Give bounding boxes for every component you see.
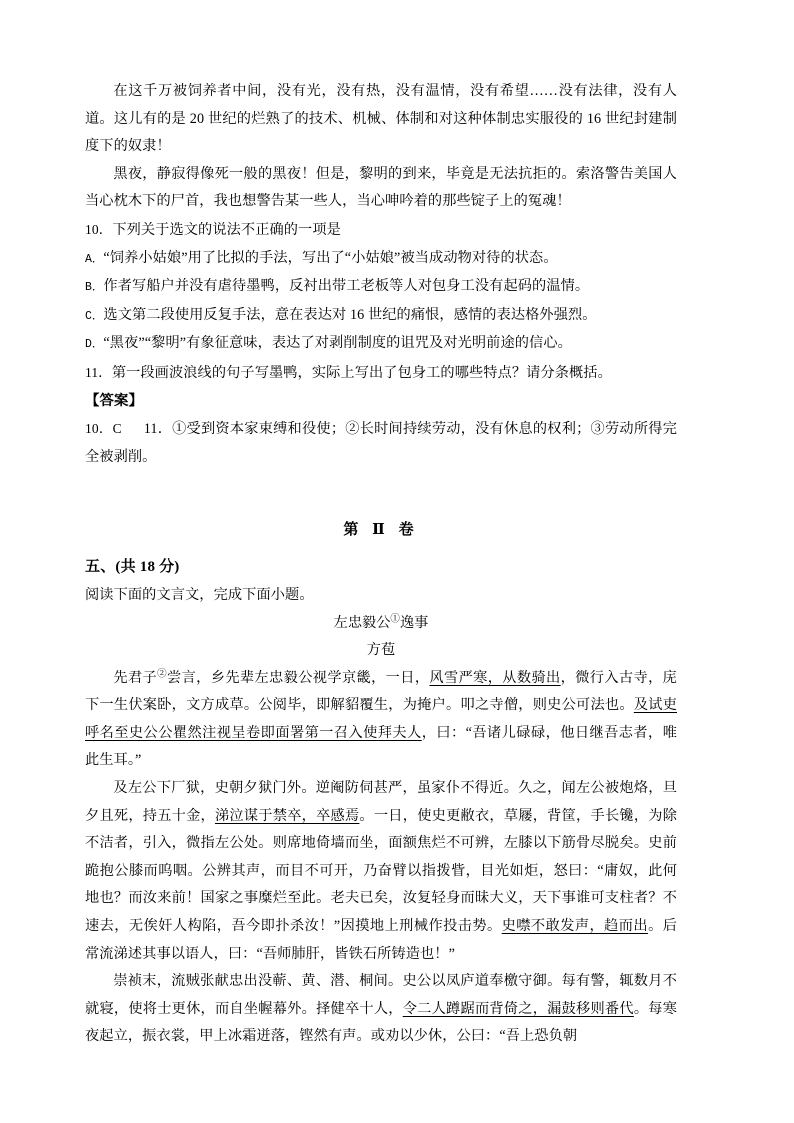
cp1-underline-2: 及试吏呼名至史公公瞿然注视呈卷即面署第一召入使拜夫人: [85, 697, 677, 741]
passage-paragraph-1: 在这千万被饲养者中间，没有光，没有热，没有温情，没有希望……没有法律，没有人道。这儿有的是 20 世纪的烂熟了的技术、机械、体制和对这种体制忠实服役的 16 世纪封建制度下的奴隶！: [85, 83, 677, 155]
page-content: [85, 78, 677, 1051]
cp1-seg4: ，曰：“吾诸儿碌碌，他日继吾志者，唯此生耳。”: [85, 724, 677, 769]
question-11-stem-text: 第一段画波浪线的句子写墨鸭，实际上写出了包身工的哪些特点？请分条概括。: [111, 364, 612, 381]
classical-paragraph-2: [85, 775, 677, 968]
question-10-option-b[interactable]: [85, 273, 677, 302]
volume-2-title: 第 Ⅱ 卷: [343, 522, 419, 539]
cp1-seg2: 尝言，乡先辈左忠毅公视学京畿，一日，: [167, 669, 430, 686]
question-10-stem-text: 下列关于选文的说法不正确的一项是: [112, 221, 341, 238]
cp1-footnote-marker: ②: [157, 668, 168, 679]
classical-title-tail: 逸事: [399, 614, 429, 631]
option-d-text: “黑夜”“黎明”有象征意味，表达了对剥削制度的诅咒及对光明前途的信心。: [103, 335, 572, 352]
answer-body: [85, 415, 677, 471]
classical-paragraph-3: [85, 968, 677, 1051]
cp2-underline-1: 涕泣谋于禁卒，卒感焉: [214, 807, 360, 824]
question-11-stem: [85, 359, 677, 388]
answer-q11: 11．①受到资本家束缚和役使；②长时间持续劳动，没有休息的权利；③劳动所得完全被剥削。: [85, 421, 677, 465]
option-a-text: “饲养小姑娘”用了比拟的手法，写出了“小姑娘”被当成动物对待的状态。: [103, 249, 558, 266]
section-5-heading: 五、(共 18 分): [85, 558, 180, 575]
question-10-option-d[interactable]: [85, 330, 677, 359]
classical-title-footnote-marker: ①: [390, 613, 400, 624]
cp3-seg1: 崇祯末，流贼张献忠出没蕲、黄、潜、桐间。史公以凤庐道奉檄守御。每有警，辄数月不就寝，使将士更休，而自坐幄幕外。择健卒十人，: [85, 973, 677, 1017]
classical-text-title: [85, 610, 677, 638]
option-b-letter: B．: [85, 281, 104, 295]
question-10-stem: [85, 216, 677, 245]
section-5-instruction: 阅读下面的文言文，完成下面小题。: [85, 586, 314, 603]
cp2-seg2: 。一日，使史更敝衣，草屦，背筐，手长镵，为除不洁者，引入，微指左公处。则席地倚墙而坐，面额焦烂不可辨，左膝以下筋骨尽脱矣。史前跪抱公膝而呜咽。公辨其声，而目不可开，乃奋臂以指拨眥，目光如炬，怒曰：“庸奴，此何地也？而汝来前！国家之事糜烂至此。老夫已矣，汝复轻身而昧大义，天下事谁可支柱者？不速去，无俟奸人构陷，吾今即扑杀汝！”因摸地上刑械作投击势。: [85, 807, 677, 935]
cp1-underline-1: 风雪严寒，从数骑出: [429, 669, 561, 686]
option-c-letter: C．: [85, 309, 104, 323]
classical-title-main: 左忠毅公: [333, 614, 391, 631]
cp1-seg1: 先君子: [113, 669, 158, 686]
cp2-underline-2: 史噤不敢发声，趋而出: [501, 918, 649, 935]
option-d-letter: D．: [85, 338, 104, 352]
cp2-seg3: 。后常流涕述其事以语人，曰：“吾师肺肝，皆铁石所铸造也！”: [85, 918, 677, 962]
block-spacer-1: [85, 471, 677, 517]
block-spacer-2: [85, 545, 677, 553]
option-a-letter: A．: [85, 252, 104, 266]
cp1-seg3: ，微行入古寺，庑下一生伏案卧，文方成草。公阅毕，即解貂覆生，为掩户。叩之寺僧，则史公可法也。: [85, 669, 677, 714]
passage-paragraph-2: 黑夜，静寂得像死一般的黑夜！但是，黎明的到来，毕竟是无法抗拒的。索洛警告美国人当心枕木下的尸首，我也想警告某一些人，当心呻吟着的那些锭子上的冤魂！: [85, 165, 677, 210]
question-10-option-a[interactable]: [85, 245, 677, 274]
question-10-option-c[interactable]: [85, 302, 677, 331]
question-10-number: 10．: [85, 221, 113, 237]
question-11-number: 11．: [85, 364, 112, 380]
cp3-seg2: 。每寒夜起立，振衣裳，甲上冰霜迸落，铿然有声。或劝以少休，公曰：“吾上恐负朝: [85, 1000, 677, 1045]
answer-heading: 【答案】: [85, 392, 143, 409]
classical-paragraph-1: [85, 665, 677, 775]
cp3-underline-1: 令二人蹲踞而背倚之，漏鼓移则番代: [402, 1000, 634, 1017]
option-b-text: 作者写船户并没有虐待墨鸭，反衬出带工老板等人对包身工没有起码的温情。: [103, 278, 590, 295]
option-c-text: 选文第二段使用反复手法，意在表达对 16 世纪的痛恨，感情的表达格外强烈。: [103, 306, 597, 323]
cp2-seg1: 及左公下厂狱，史朝夕狱门外。逆阉防伺甚严，虽家仆不得近。久之，闻左公被炮烙，旦夕且死，持五十金，: [85, 780, 677, 824]
classical-text-author: 方苞: [366, 642, 396, 659]
answer-q10: 10．C: [85, 421, 122, 437]
